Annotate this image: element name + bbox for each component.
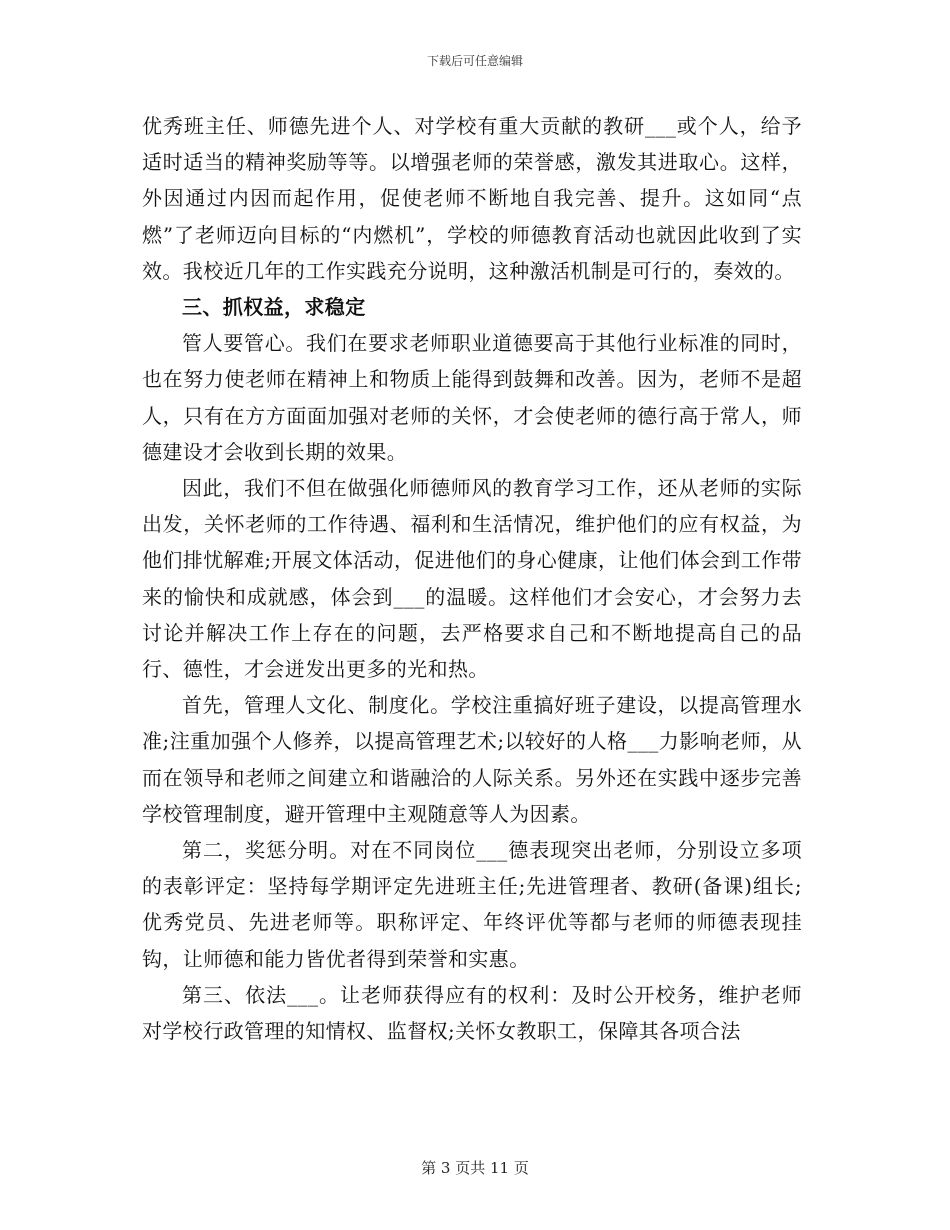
page-header: 下载后可任意编辑 (426, 54, 523, 68)
paragraph-2: 管人要管心。我们在要求老师职业道德要高于其他行业标准的同时，也在努力使老师在精神上和物质上能得到鼓舞和改善。因为，老师不是超人，只有在方方面面加强对老师的关怀，才会使老师的德行高于常人，师德建设才会收到长期的效果。 (142, 331, 802, 464)
document-body (142, 108, 802, 1049)
page-footer: 第 3 页共 11 页 (421, 1159, 529, 1177)
paragraph-3: 因此，我们不但在做强化师德师风的教育学习工作，还从老师的实际出发，关怀老师的工作待遇、福利和生活情况，维护他们的应有权益，为他们排忧解难;开展文体活动，促进他们的身心健康，让他们体会到工作带来的愉快和成就感，体会到___的温暖。这样他们才会安心，才会努力去讨论并解决工作上存在的问题，去严格要求自己和不断地提高自己的品行、德性，才会迸发出更多的光和热。 (142, 476, 802, 682)
paragraph-6: 第三、依法___。让老师获得应有的权利：及时公开校务，维护老师对学校行政管理的知情权、监督权;关怀女教职工，保障其各项合法 (142, 982, 802, 1044)
paragraph-1: 优秀班主任、师德先进个人、对学校有重大贡献的教研___或个人，给予适时适当的精神奖励等等。以增强老师的荣誉感，激发其进取心。这样，外因通过内因而起作用，促使老师不断地自我完善、提升。这如同“点燃”了老师迈向目标的“内燃机”，学校的师德教育活动也就因此收到了实效。我校近几年的工作实践充分说明，这种激活机制是可行的，奏效的。 (142, 114, 802, 283)
paragraph-4: 首先，管理人文化、制度化。学校注重搞好班子建设，以提高管理水准;注重加强个人修养，以提高管理艺术;以较好的人格___力影响老师，从而在领导和老师之间建立和谐融洽的人际关系。另外还在实践中逐步完善学校管理制度，避开管理中主观随意等人为因素。 (142, 693, 802, 826)
section-heading-3: 三、抓权益，求稳定 (182, 295, 366, 320)
paragraph-5: 第二，奖惩分明。对在不同岗位___德表现突出老师，分别设立多项的表彰评定：坚持每学期评定先进班主任;先进管理者、教研(备课)组长;优秀党员、先进老师等。职称评定、年终评优等都与老师的师德表现挂钩，让师德和能力皆优者得到荣誉和实惠。 (142, 838, 802, 971)
